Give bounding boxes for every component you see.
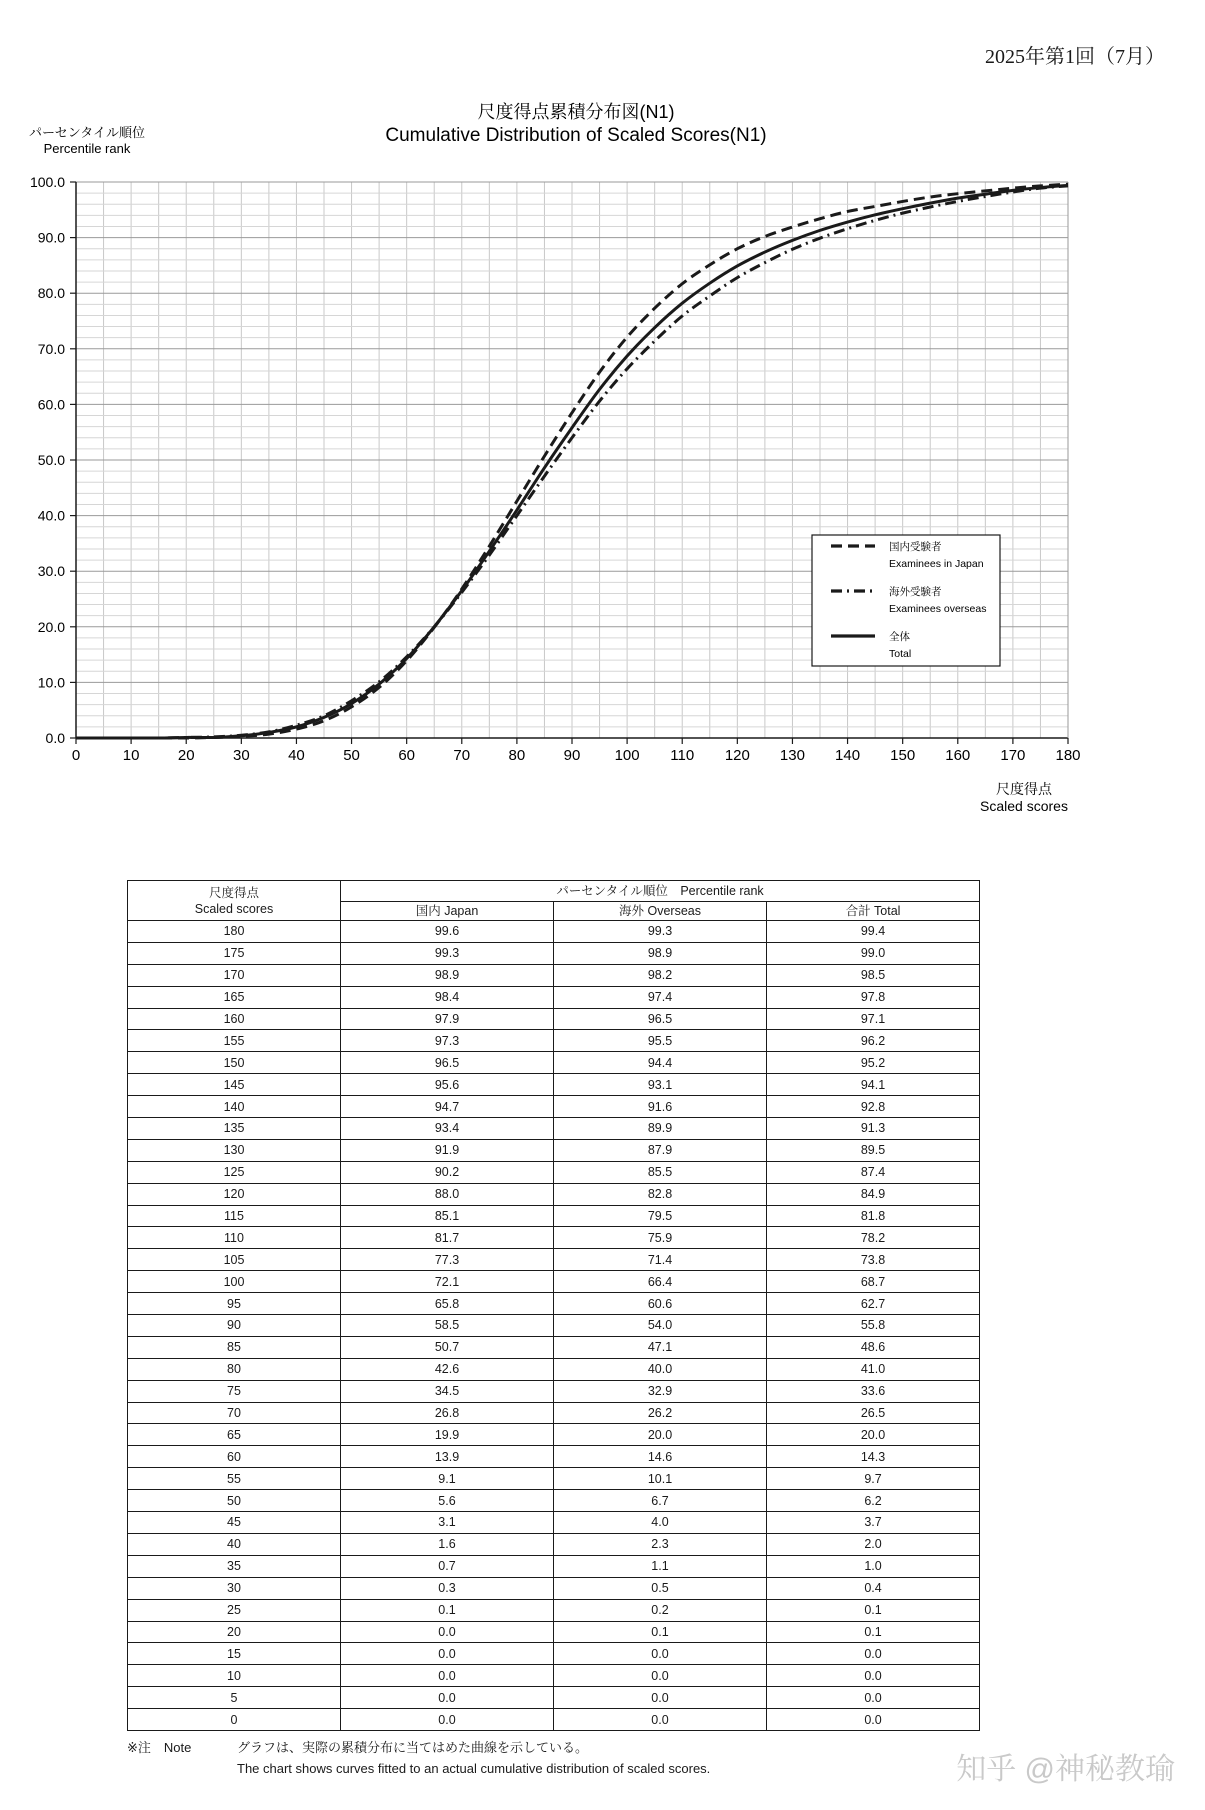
cell-japan: 42.6 — [341, 1358, 554, 1380]
cell-overseas: 2.3 — [554, 1533, 767, 1555]
table-row — [128, 1490, 980, 1512]
cell-overseas: 87.9 — [554, 1139, 767, 1161]
column-header-japan: 国内 Japan — [341, 902, 554, 921]
cell-overseas: 14.6 — [554, 1446, 767, 1468]
cell-japan: 94.7 — [341, 1096, 554, 1118]
cell-total: 26.5 — [767, 1402, 980, 1424]
cell-japan: 81.7 — [341, 1227, 554, 1249]
table-row — [128, 1096, 980, 1118]
chart-title-ja: 尺度得点累積分布図(N1) — [477, 102, 675, 122]
table-row — [128, 1271, 980, 1293]
y-tick-label: 70.0 — [37, 340, 65, 357]
cell-score: 50 — [128, 1490, 341, 1512]
cell-score: 35 — [128, 1555, 341, 1577]
cell-overseas: 99.3 — [554, 921, 767, 943]
cell-score: 180 — [128, 921, 341, 943]
y-axis-label-ja: パーセンタイル順位 — [29, 125, 145, 140]
cell-total: 55.8 — [767, 1315, 980, 1337]
cell-total: 0.0 — [767, 1643, 980, 1665]
cell-total: 62.7 — [767, 1293, 980, 1315]
cell-overseas: 79.5 — [554, 1205, 767, 1227]
cell-total: 84.9 — [767, 1183, 980, 1205]
cell-japan: 97.9 — [341, 1008, 554, 1030]
x-tick-label: 90 — [563, 747, 581, 764]
note-text-en: The chart shows curves fitted to an actual cumulative distribution of scaled scores. — [237, 1761, 711, 1776]
table-row — [128, 1424, 980, 1446]
cell-score: 55 — [128, 1468, 341, 1490]
cell-score: 160 — [128, 1008, 341, 1030]
x-tick-label: 60 — [398, 747, 416, 764]
table-row — [128, 1030, 980, 1052]
y-axis-label-en: Percentile rank — [43, 141, 131, 156]
table-row — [128, 1402, 980, 1424]
table-row — [128, 964, 980, 986]
cell-total: 2.0 — [767, 1533, 980, 1555]
cell-score: 95 — [128, 1293, 341, 1315]
cell-total: 97.8 — [767, 986, 980, 1008]
cell-overseas: 89.9 — [554, 1118, 767, 1140]
y-tick-label: 80.0 — [37, 285, 65, 302]
cell-japan: 91.9 — [341, 1139, 554, 1161]
table-corner-header — [128, 881, 341, 921]
cell-total: 97.1 — [767, 1008, 980, 1030]
cell-japan: 85.1 — [341, 1205, 554, 1227]
cell-total: 0.0 — [767, 1687, 980, 1709]
cell-japan: 99.6 — [341, 921, 554, 943]
cell-score: 20 — [128, 1621, 341, 1643]
cell-overseas: 98.9 — [554, 942, 767, 964]
cell-score: 175 — [128, 942, 341, 964]
cell-score: 130 — [128, 1139, 341, 1161]
x-axis-label-ja: 尺度得点 — [996, 781, 1052, 797]
session-label: 2025年第1回（7月） — [985, 46, 1165, 68]
cell-total: 94.1 — [767, 1074, 980, 1096]
cell-overseas: 40.0 — [554, 1358, 767, 1380]
cell-score: 15 — [128, 1643, 341, 1665]
cell-total: 33.6 — [767, 1380, 980, 1402]
cell-overseas: 1.1 — [554, 1555, 767, 1577]
corner-label-ja: 尺度得点 — [208, 885, 259, 900]
cell-japan: 0.0 — [341, 1665, 554, 1687]
legend-label-total-ja: 全体 — [889, 631, 910, 643]
cell-japan: 0.0 — [341, 1709, 554, 1731]
table-row — [128, 1380, 980, 1402]
cell-total: 20.0 — [767, 1424, 980, 1446]
percentile-table — [127, 880, 980, 1731]
cell-total: 0.0 — [767, 1709, 980, 1731]
x-tick-label: 100 — [614, 747, 640, 764]
cell-japan: 98.9 — [341, 964, 554, 986]
cell-japan: 0.7 — [341, 1555, 554, 1577]
cell-total: 91.3 — [767, 1118, 980, 1140]
x-tick-label: 120 — [724, 747, 750, 764]
x-tick-label: 0 — [71, 747, 81, 764]
cell-total: 98.5 — [767, 964, 980, 986]
y-tick-label: 0.0 — [45, 730, 65, 746]
cell-score: 135 — [128, 1118, 341, 1140]
cell-overseas: 66.4 — [554, 1271, 767, 1293]
corner-label-en: Scaled scores — [194, 901, 274, 916]
cell-score: 140 — [128, 1096, 341, 1118]
cell-japan: 77.3 — [341, 1249, 554, 1271]
cell-japan: 3.1 — [341, 1512, 554, 1534]
table-row — [128, 1052, 980, 1074]
cell-total: 78.2 — [767, 1227, 980, 1249]
cell-score: 5 — [128, 1687, 341, 1709]
cell-total: 0.1 — [767, 1621, 980, 1643]
cell-score: 150 — [128, 1052, 341, 1074]
cell-overseas: 0.0 — [554, 1643, 767, 1665]
cell-japan: 0.0 — [341, 1687, 554, 1709]
cell-japan: 58.5 — [341, 1315, 554, 1337]
cell-overseas: 0.1 — [554, 1621, 767, 1643]
cell-score: 10 — [128, 1665, 341, 1687]
table-row — [128, 1446, 980, 1468]
cell-japan: 90.2 — [341, 1161, 554, 1183]
cell-total: 99.0 — [767, 942, 980, 964]
cell-score: 85 — [128, 1336, 341, 1358]
cell-total: 41.0 — [767, 1358, 980, 1380]
table-row — [128, 921, 980, 943]
cell-score: 120 — [128, 1183, 341, 1205]
cell-japan: 0.3 — [341, 1577, 554, 1599]
cell-total: 0.4 — [767, 1577, 980, 1599]
y-tick-label: 10.0 — [37, 674, 65, 691]
column-header-total: 合計 Total — [767, 902, 980, 921]
cell-japan: 98.4 — [341, 986, 554, 1008]
table-row — [128, 1643, 980, 1665]
cumulative-distribution-chart — [0, 90, 1205, 820]
cell-total: 73.8 — [767, 1249, 980, 1271]
cell-score: 145 — [128, 1074, 341, 1096]
x-tick-label: 180 — [1055, 747, 1081, 764]
table-row — [128, 1139, 980, 1161]
table-row — [128, 1161, 980, 1183]
cell-overseas: 94.4 — [554, 1052, 767, 1074]
cell-japan: 5.6 — [341, 1490, 554, 1512]
footnote — [127, 1737, 710, 1779]
cell-overseas: 6.7 — [554, 1490, 767, 1512]
table-row — [128, 1118, 980, 1140]
cell-overseas: 0.0 — [554, 1687, 767, 1709]
cell-overseas: 71.4 — [554, 1249, 767, 1271]
cell-score: 125 — [128, 1161, 341, 1183]
x-tick-label: 70 — [453, 747, 471, 764]
x-tick-label: 140 — [835, 747, 861, 764]
note-label: ※注 Note — [127, 1740, 192, 1755]
table-row — [128, 1533, 980, 1555]
cell-overseas: 95.5 — [554, 1030, 767, 1052]
chart-title-en: Cumulative Distribution of Scaled Scores(N1) — [385, 125, 767, 146]
chart-legend — [812, 535, 1000, 666]
cell-overseas: 91.6 — [554, 1096, 767, 1118]
cell-score: 75 — [128, 1380, 341, 1402]
cell-score: 60 — [128, 1446, 341, 1468]
cell-overseas: 0.0 — [554, 1709, 767, 1731]
cell-japan: 72.1 — [341, 1271, 554, 1293]
cell-japan: 96.5 — [341, 1052, 554, 1074]
cell-japan: 0.0 — [341, 1643, 554, 1665]
cell-score: 90 — [128, 1315, 341, 1337]
cell-overseas: 60.6 — [554, 1293, 767, 1315]
cell-japan: 95.6 — [341, 1074, 554, 1096]
cell-overseas: 98.2 — [554, 964, 767, 986]
cell-japan: 88.0 — [341, 1183, 554, 1205]
y-tick-label: 40.0 — [37, 507, 65, 524]
table-row — [128, 1468, 980, 1490]
cell-score: 100 — [128, 1271, 341, 1293]
x-tick-label: 50 — [343, 747, 360, 764]
cell-total: 6.2 — [767, 1490, 980, 1512]
x-tick-label: 160 — [945, 747, 971, 764]
cell-japan: 50.7 — [341, 1336, 554, 1358]
cell-total: 96.2 — [767, 1030, 980, 1052]
cell-score: 155 — [128, 1030, 341, 1052]
cell-japan: 1.6 — [341, 1533, 554, 1555]
table-body — [128, 921, 980, 1731]
cell-japan: 93.4 — [341, 1118, 554, 1140]
cell-overseas: 54.0 — [554, 1315, 767, 1337]
cell-overseas: 4.0 — [554, 1512, 767, 1534]
cell-overseas: 0.2 — [554, 1599, 767, 1621]
cell-score: 45 — [128, 1512, 341, 1534]
cell-overseas: 32.9 — [554, 1380, 767, 1402]
table-row — [128, 1555, 980, 1577]
cell-total: 9.7 — [767, 1468, 980, 1490]
cell-overseas: 47.1 — [554, 1336, 767, 1358]
cell-overseas: 93.1 — [554, 1074, 767, 1096]
cell-total: 0.1 — [767, 1599, 980, 1621]
cell-overseas: 0.0 — [554, 1665, 767, 1687]
table-row — [128, 1709, 980, 1731]
cell-overseas: 26.2 — [554, 1402, 767, 1424]
x-tick-label: 110 — [670, 747, 695, 764]
cell-total: 81.8 — [767, 1205, 980, 1227]
y-tick-label: 60.0 — [37, 396, 65, 413]
cell-japan: 99.3 — [341, 942, 554, 964]
cell-score: 0 — [128, 1709, 341, 1731]
cell-japan: 9.1 — [341, 1468, 554, 1490]
table-row — [128, 1315, 980, 1337]
cell-overseas: 20.0 — [554, 1424, 767, 1446]
cell-score: 65 — [128, 1424, 341, 1446]
cell-total: 14.3 — [767, 1446, 980, 1468]
cell-japan: 34.5 — [341, 1380, 554, 1402]
cell-total: 92.8 — [767, 1096, 980, 1118]
watermark: 知乎 @神秘教瑜 — [956, 1753, 1175, 1786]
cell-overseas: 0.5 — [554, 1577, 767, 1599]
table-row — [128, 1293, 980, 1315]
cell-japan: 26.8 — [341, 1402, 554, 1424]
cell-overseas: 75.9 — [554, 1227, 767, 1249]
cell-score: 25 — [128, 1599, 341, 1621]
cell-overseas: 82.8 — [554, 1183, 767, 1205]
cell-total: 68.7 — [767, 1271, 980, 1293]
legend-label-overseas-ja: 海外受験者 — [889, 586, 942, 598]
table-row — [128, 1687, 980, 1709]
legend-label-total-en: Total — [889, 648, 912, 660]
y-tick-label: 30.0 — [37, 563, 65, 580]
legend-label-japan-ja: 国内受験者 — [889, 541, 942, 553]
cell-japan: 13.9 — [341, 1446, 554, 1468]
cell-japan: 97.3 — [341, 1030, 554, 1052]
cell-total: 48.6 — [767, 1336, 980, 1358]
table-row — [128, 1336, 980, 1358]
table-row — [128, 1512, 980, 1534]
table-row — [128, 1599, 980, 1621]
cell-score: 70 — [128, 1402, 341, 1424]
cell-total: 89.5 — [767, 1139, 980, 1161]
table-row — [128, 1665, 980, 1687]
table-row — [128, 1074, 980, 1096]
x-tick-label: 130 — [779, 747, 805, 764]
table-row — [128, 1183, 980, 1205]
note-text-ja: グラフは、実際の累積分布に当てはめた曲線を示している。 — [237, 1740, 589, 1755]
cell-overseas: 85.5 — [554, 1161, 767, 1183]
table-group-header: パーセンタイル順位 Percentile rank — [341, 881, 980, 902]
x-tick-label: 80 — [508, 747, 526, 764]
cell-total: 95.2 — [767, 1052, 980, 1074]
cell-score: 115 — [128, 1205, 341, 1227]
table-row — [128, 1008, 980, 1030]
cell-total: 0.0 — [767, 1665, 980, 1687]
cell-total: 1.0 — [767, 1555, 980, 1577]
cell-score: 40 — [128, 1533, 341, 1555]
table-row — [128, 1205, 980, 1227]
cell-japan: 19.9 — [341, 1424, 554, 1446]
legend-label-overseas-en: Examinees overseas — [889, 603, 987, 615]
x-tick-label: 10 — [122, 747, 140, 764]
table-row — [128, 1249, 980, 1271]
table-row — [128, 942, 980, 964]
table-row — [128, 1621, 980, 1643]
y-tick-label: 20.0 — [37, 618, 65, 635]
cell-overseas: 96.5 — [554, 1008, 767, 1030]
cell-total: 87.4 — [767, 1161, 980, 1183]
y-tick-label: 50.0 — [37, 452, 65, 468]
cell-japan: 65.8 — [341, 1293, 554, 1315]
cell-score: 80 — [128, 1358, 341, 1380]
cell-japan: 0.0 — [341, 1621, 554, 1643]
cell-score: 170 — [128, 964, 341, 986]
table-row — [128, 1227, 980, 1249]
cell-score: 110 — [128, 1227, 341, 1249]
chart-axes — [30, 174, 1081, 764]
cell-total: 99.4 — [767, 921, 980, 943]
x-tick-label: 20 — [177, 747, 195, 764]
table-row — [128, 986, 980, 1008]
table-row — [128, 1358, 980, 1380]
cell-overseas: 10.1 — [554, 1468, 767, 1490]
cell-total: 3.7 — [767, 1512, 980, 1534]
legend-label-japan-en: Examinees in Japan — [889, 558, 984, 570]
x-tick-label: 170 — [1000, 747, 1026, 764]
cell-score: 165 — [128, 986, 341, 1008]
cell-score: 30 — [128, 1577, 341, 1599]
column-header-overseas: 海外 Overseas — [554, 902, 767, 921]
cell-japan: 0.1 — [341, 1599, 554, 1621]
y-tick-label: 100.0 — [29, 174, 65, 190]
x-tick-label: 40 — [288, 747, 305, 764]
cell-overseas: 97.4 — [554, 986, 767, 1008]
table-row — [128, 1577, 980, 1599]
cell-score: 105 — [128, 1249, 341, 1271]
x-tick-label: 150 — [890, 747, 916, 764]
x-tick-label: 30 — [232, 747, 250, 764]
y-tick-label: 90.0 — [37, 229, 65, 246]
x-axis-label-en: Scaled scores — [980, 798, 1068, 814]
